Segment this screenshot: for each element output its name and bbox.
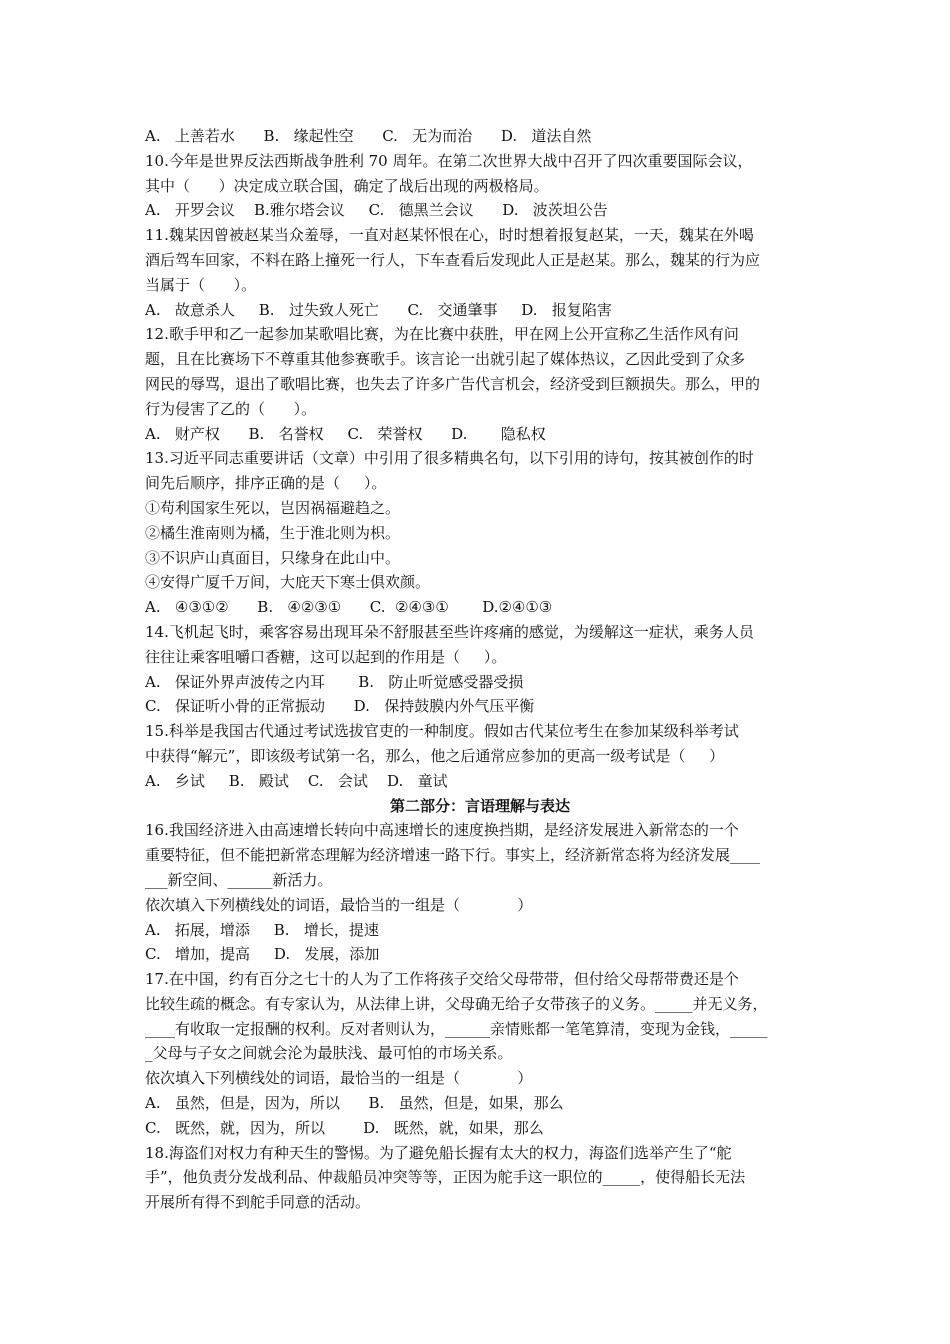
q11-stem-line: 11.魏某因曾被赵某当众羞辱，一直对赵某怀恨在心，时时想着报复赵某，一天，魏某在外喝 xyxy=(145,226,754,245)
q14-stem-line: 往往让乘客咀嚼口香糖，这可以起到的作用是（ ）。 xyxy=(145,647,507,666)
q16-prompt: 依次填入下列横线处的词语，最恰当的一组是（ ） xyxy=(145,895,533,914)
q18-stem-line: 手”，他负责分发战利品、仲裁船员冲突等等，正因为舵手这一职位的_____，使得船长无法 xyxy=(145,1168,746,1187)
q13-options: A. ④③①② B. ④②③① C. ②④③① D.②④①③ xyxy=(145,598,553,617)
q16-stem-line: 16.我国经济进入由高速增长转向中高速增长的速度换挡期，是经济发展进入新常态的一个 xyxy=(145,821,739,840)
section-heading: 第二部分：言语理解与表达 xyxy=(389,796,570,815)
q17-stem-line: 17.在中国，约有百分之七十的人为了工作将孩子交给父母带带，但付给父母帮带费还是个 xyxy=(145,970,739,989)
q12-stem-line: 网民的辱骂，退出了歌唱比赛，也失去了许多广告代言机会，经济受到巨额损失。那么，甲的 xyxy=(145,374,761,393)
q10-stem-line: 10.今年是世界反法西斯战争胜利 70 周年。在第二次世界大战中召开了四次重要国际会议， xyxy=(145,151,753,170)
q17-options: A. 虽然，但是，因为，所以 B. 虽然，但是，如果，那么 xyxy=(145,1094,564,1113)
q13-stem-line: 间先后顺序，排序正确的是（ ）。 xyxy=(145,474,387,493)
q17-stem-line: 比较生疏的概念。有专家认为，从法律上讲，父母确无给子女带孩子的义务。_____并无义务， xyxy=(145,994,768,1013)
q14-options: A. 保证外界声波传之内耳 B. 防止听觉感受器受损 xyxy=(145,672,524,691)
q16-options: A. 拓展，增添 B. 增长，提速 xyxy=(145,920,379,939)
q16-stem-line: 重要特征，但不能把新常态理解为经济增速一路下行。事实上，经济新常态将为经济发展____ xyxy=(145,846,761,865)
q17-stem-line: _父母与子女之间就会沦为最肤浅、最可怕的市场关系。 xyxy=(145,1044,513,1063)
q17-stem-line: ____有收取一定报酬的权利。反对者则认为，______亲情账都一笔笔算清，变现为金钱，_____ xyxy=(145,1019,768,1038)
q11-stem-line: 酒后驾车回家，不料在路上撞死一行人，下车查看后发现此人正是赵某。那么，魏某的行为应 xyxy=(145,250,761,269)
q13-stem-line: 13.习近平同志重要讲话（文章）中引用了很多精典名句，以下引用的诗句，按其被创作的时 xyxy=(145,449,754,468)
q10-stem-line: 其中（ ）决定成立联合国，确定了战后出现的两极格局。 xyxy=(145,176,549,195)
q12-stem-line: 12.歌手甲和乙一起参加某歌唱比赛，为在比赛中获胜，甲在网上公开宣称乙生活作风有问 xyxy=(145,325,739,344)
q12-stem-line: 行为侵害了乙的（ ）。 xyxy=(145,399,317,418)
q18-stem-line: 18.海盗们对权力有种天生的警惕。为了避免船长握有太大的权力，海盗们选举产生了“舵 xyxy=(145,1143,732,1162)
q10-options: A. 开罗会议 B.雅尔塔会议 C. 德黑兰会议 D. 波茨坦公告 xyxy=(145,201,608,220)
q13-verse: ③不识庐山真面目，只缘身在此山中。 xyxy=(145,548,401,567)
q17-prompt: 依次填入下列横线处的词语，最恰当的一组是（ ） xyxy=(145,1069,533,1088)
q16-options: C. 增加，提高 D. 发展，添加 xyxy=(145,945,380,964)
q11-stem-line: 当属于（ ）。 xyxy=(145,275,257,294)
q14-options: C. 保证听小骨的正常振动 D. 保持鼓膜内外气压平衡 xyxy=(145,697,535,716)
q13-verse: ①苟利国家生死以，岂因祸福避趋之。 xyxy=(145,498,401,517)
q16-stem-line: ___新空间、______新活力。 xyxy=(145,870,333,889)
q11-options: A. 故意杀人 B. 过失致人死亡 C. 交通肇事 D. 报复陷害 xyxy=(145,300,612,319)
q9-options: A. 上善若水 B. 缘起性空 C. 无为而治 D. 道法自然 xyxy=(145,127,592,145)
q18-stem-line: 开展所有得不到舵手同意的活动。 xyxy=(145,1193,371,1212)
q15-stem-line: 15.科举是我国古代通过考试选拔官吏的一种制度。假如古代某位考生在参加某级科举考试 xyxy=(145,722,739,741)
q17-options: C. 既然，就，因为，所以 D. 既然，就，如果，那么 xyxy=(145,1118,544,1137)
q12-options: A. 财产权 B. 名誉权 C. 荣誉权 D. 隐私权 xyxy=(145,424,546,443)
q15-stem-line: 中获得“解元”，即该级考试第一名，那么，他之后通常应参加的更高一级考试是（ ） xyxy=(145,746,725,765)
q15-options: A. 乡试 B. 殿试 C. 会试 D. 童试 xyxy=(145,771,448,790)
q13-verse: ②橘生淮南则为橘，生于淮北则为枳。 xyxy=(145,523,401,542)
document-page xyxy=(145,124,815,1215)
q12-stem-line: 题，且在比赛场下不尊重其他参赛歌手。该言论一出就引起了媒体热议，乙因此受到了众多 xyxy=(145,350,746,369)
q14-stem-line: 14.飞机起飞时，乘客容易出现耳朵不舒服甚至些许疼痛的感觉，为缓解这一症状，乘务人员 xyxy=(145,622,754,641)
q13-verse: ④安得广厦千万间，大庇天下寒士俱欢颜。 xyxy=(145,573,431,592)
